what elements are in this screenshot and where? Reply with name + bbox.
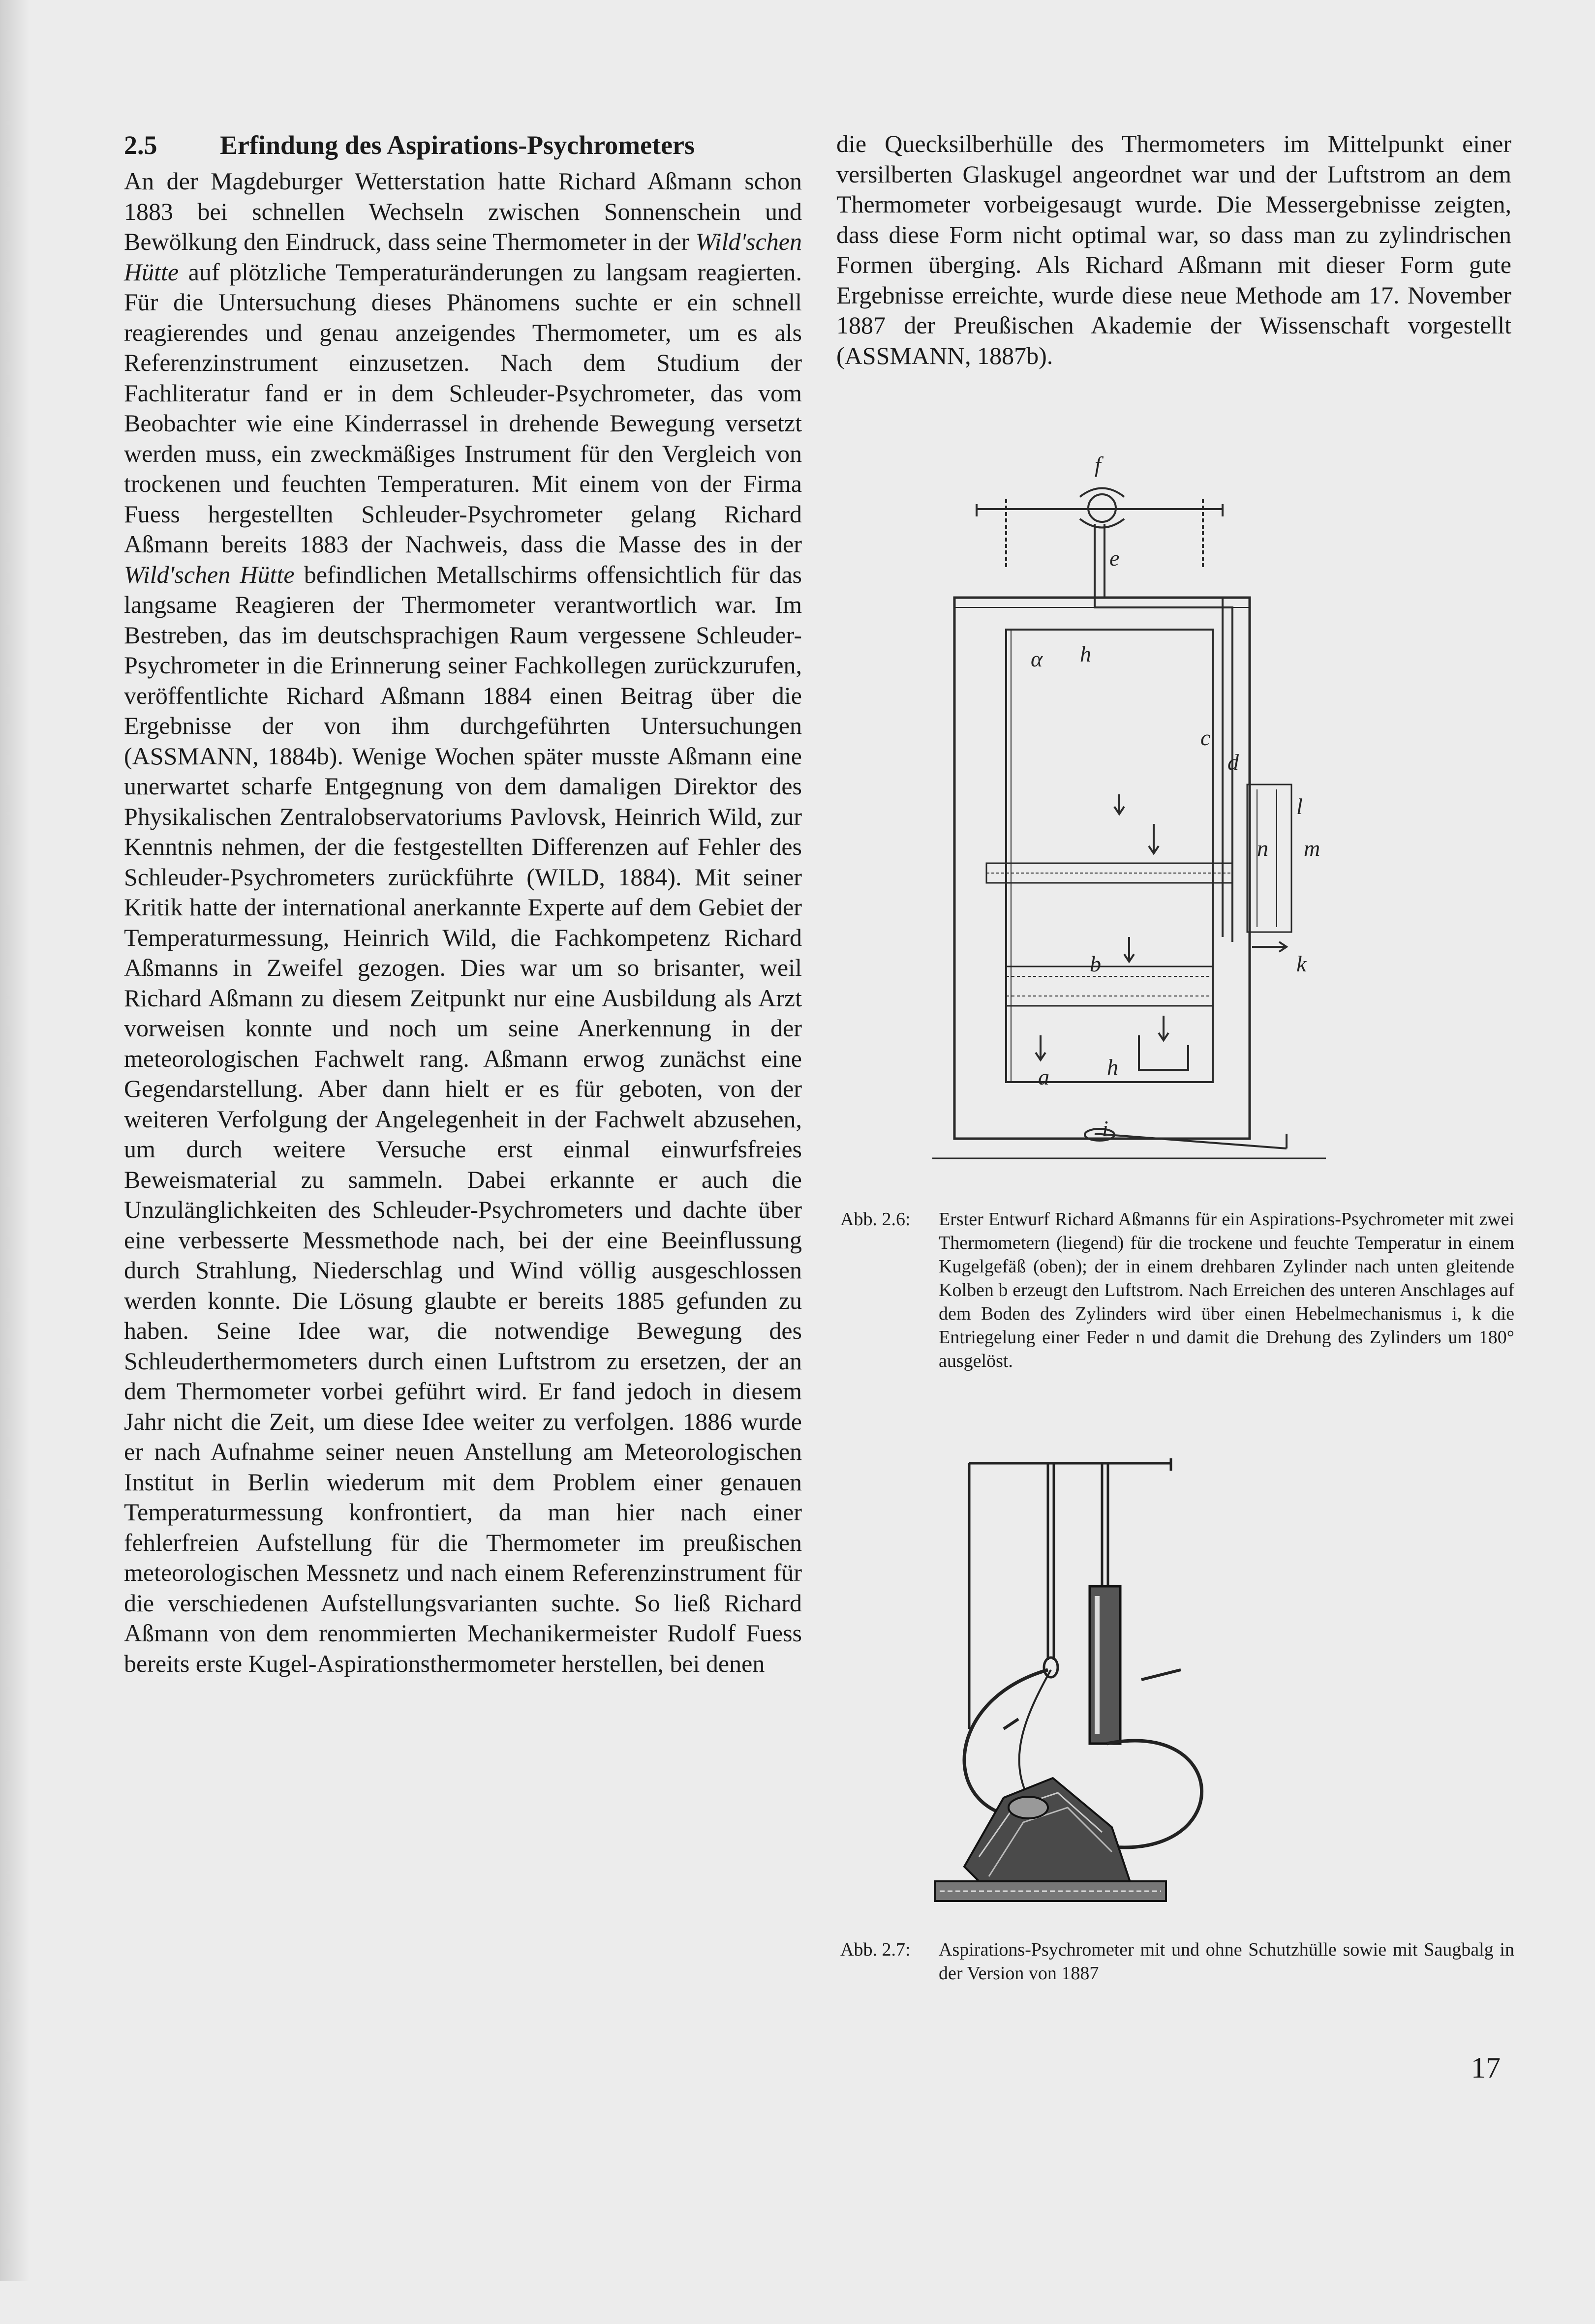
sketch-letter-e: e: [1109, 545, 1120, 571]
sketch-letter-a: a: [1038, 1064, 1049, 1089]
figure-sketch-apparatus: [932, 450, 1326, 1188]
sketch-letter-h: h: [1080, 641, 1091, 666]
caption-text: Aspirations-Psychrometer mit und ohne Schutzhülle sowie mit Saugbalg in der Version von 1887: [939, 1939, 1514, 1984]
body-paragraph: die Quecksilberhülle des Thermometers im Mittelpunkt einer versilberten Glaskugel angeordnet war und der Luftstrom an dem Thermometer vorbeigesaugt wurde. Die Messergebnisse zeigten, dass diese Form nicht optimal war, so dass man zu zylindrischen Formen überging. Als Richard Aßmann mit dieser Form gute Ergebnisse erreichte, wurde diese neue Methode am 17. November 1887 der Preußischen Akademie der Wissenschaft vorgestellt (ASSMANN, 1887b).: [836, 130, 1511, 369]
sketch-letter-b: b: [1090, 951, 1101, 976]
italic-term: Wild'schen Hütte: [124, 228, 802, 286]
body-text: befindlichen Metallschirms offensichtlich für das langsame Reagieren der Thermometer verantwortlich war. Im Bestreben, das im deutschsprachigen Raum vergessene Schleuder-Psychrometer in die Erinnerung seiner Fachkollegen zurückzurufen, veröffentlichte Richard Aßmann 1884 einen Beitrag über die Ergebnisse der von ihm durchgeführten Untersuchungen (ASSMANN, 1884b). Wenige Wochen später musste Aßmann eine unerwartet scharfe Entgegnung von dem damaligen Direktor des Physikalischen Zentralobservatoriums Pavlovsk, Heinrich Wild, zur Kenntnis nehmen, der die festgestellten Differenzen auf Fehler des Schleuder-Psychrometers zurückführte (WILD, 1884). Mit seiner Kritik hatte der international anerkannte Experte auf dem Gebiet der Temperaturmessung, Heinrich Wild, die Fachkompetenz Richard Aßmanns in Zweifel gezogen. Dies war um so brisanter, weil Richard Aßmann zu diesem Zeitpunkt nur eine Ausbildung als Arzt vorweisen konnte und noch um seine Anerkennung in der meteorologischen Fachwelt rang. Aßmann erwog zunächst eine Gegendarstellung. Aber dann hielt er es für geboten, von der weiteren Verfolgung der Angelegenheit in der Fachwelt abzusehen, um durch weitere Versuche erst einmal einwurfsfreies Beweismaterial zu sammeln. Dabei erkannte er auch die Unzulänglichkeiten des Schleuder-Psychrometers und dachte über eine verbesserte Messmethode nach, bei der eine Beeinflussung durch Strahlung, Niederschlag und Wind völlig ausgeschlossen werden konnte. Die Lösung glaubte er bereits 1885 gefunden zu haben. Seine Idee war, die notwendige Bewegung des Schleuderthermometers durch einen Luftstrom zu ersetzen, der an dem Thermometer vorbei geführt wird. Er fand jedoch in diesem Jahr nicht die Zeit, um diese Idee weiter zu verfolgen. 1886 wurde er nach Aufnahme seiner neuen Anstellung am Meteorologischen Institut in Berlin wiederum mit dem Problem einer genauen Temperaturmessung konfrontiert, da man hier nach einer fehlerfreien Aufstellung für die Thermometer im preußischen meteorologischen Messnetz und nach einem Referenzinstrument für die verschiedenen Aufstellungsvarianten suchte. So ließ Richard Aßmann von dem renommierten Mechanikermeister Rudolf Fuess bereits erste Kugel-Aspirationsthermometer herstellen, bei denen: [124, 560, 802, 1677]
sketch-letter-d: d: [1227, 750, 1239, 775]
apparatus-sketch-drawing: [932, 450, 1326, 1188]
figure-caption-2-7: [840, 1938, 1514, 1985]
section-title: Erfindung des Aspirations-Psychrometers: [220, 130, 695, 160]
sketch-letter-k: k: [1296, 951, 1307, 976]
figure-engraving-psychrometer: [925, 1424, 1279, 2324]
page-number: 17: [1471, 2052, 1501, 2084]
italic-term: Wild'schen Hütte: [124, 560, 295, 588]
sketch-letter-f: f: [1095, 452, 1101, 477]
sketch-letter-h2: h: [1107, 1055, 1118, 1080]
sketch-letter-l: l: [1296, 794, 1303, 819]
page-edge-shadow: [0, 0, 30, 2281]
sketch-letter-n: n: [1257, 836, 1268, 861]
left-column: [124, 129, 802, 1679]
section-number: 2.5: [124, 130, 157, 160]
sketch-letter-m: m: [1304, 836, 1320, 861]
right-column: [836, 129, 1511, 371]
section-heading: [124, 129, 802, 161]
figure-caption-2-6: [840, 1207, 1514, 1373]
caption-label: Abb. 2.6:: [840, 1209, 911, 1230]
sketch-letter-c: c: [1200, 725, 1211, 750]
body-text: auf plötzliche Temperaturänderungen zu langsam reagierten. Für die Untersuchung dieses Phänomens suchte er ein schnell reagierendes und genau anzeigendes Thermometer, um es als Referenzinstrument einzusetzen. Nach dem Studium der Fachliteratur fand er in dem Schleuder-Psychrometer, das vom Beobachter wie eine Kinderrassel in drehende Bewegung versetzt werden muss, ein zweckmäßiges Instrument für den Vergleich von trockenen und feuchten Temperaturen. Mit einem von der Firma Fuess hergestellten Schleuder-Psychrometer gelang Richard Aßmann bereits 1883 der Nachweis, dass die Masse des in der: [124, 258, 802, 558]
caption-label: Abb. 2.7:: [840, 1939, 911, 1960]
sketch-letter-alpha: α: [1031, 646, 1043, 671]
caption-text: Erster Entwurf Richard Aßmanns für ein Aspirations-Psychrometer mit zwei Thermometern (liegend) für die trockene und feuchte Temperatur in einem Kugelgefäß (oben); der in einem drehbaren Zylinder nach unten gleitende Kolben b erzeugt den Luftstrom. Nach Erreichen des unteren Anschlages auf dem Boden des Zylinders wird über einen Hebelmechanismus i, k die Entriegelung einer Feder n und damit die Drehung des Zylinders um 180° ausgelöst.: [939, 1209, 1514, 1371]
body-paragraph: [124, 166, 802, 1679]
sketch-letter-i: i: [1102, 1116, 1108, 1141]
psychrometer-engraving: [925, 1424, 1279, 1916]
body-text: An der Magdeburger Wetterstation hatte Richard Aßmann schon 1883 bei schnellen Wechseln zwischen Sonnenschein und Bewölkung den Eindruck, dass seine Thermometer in der: [124, 167, 802, 255]
